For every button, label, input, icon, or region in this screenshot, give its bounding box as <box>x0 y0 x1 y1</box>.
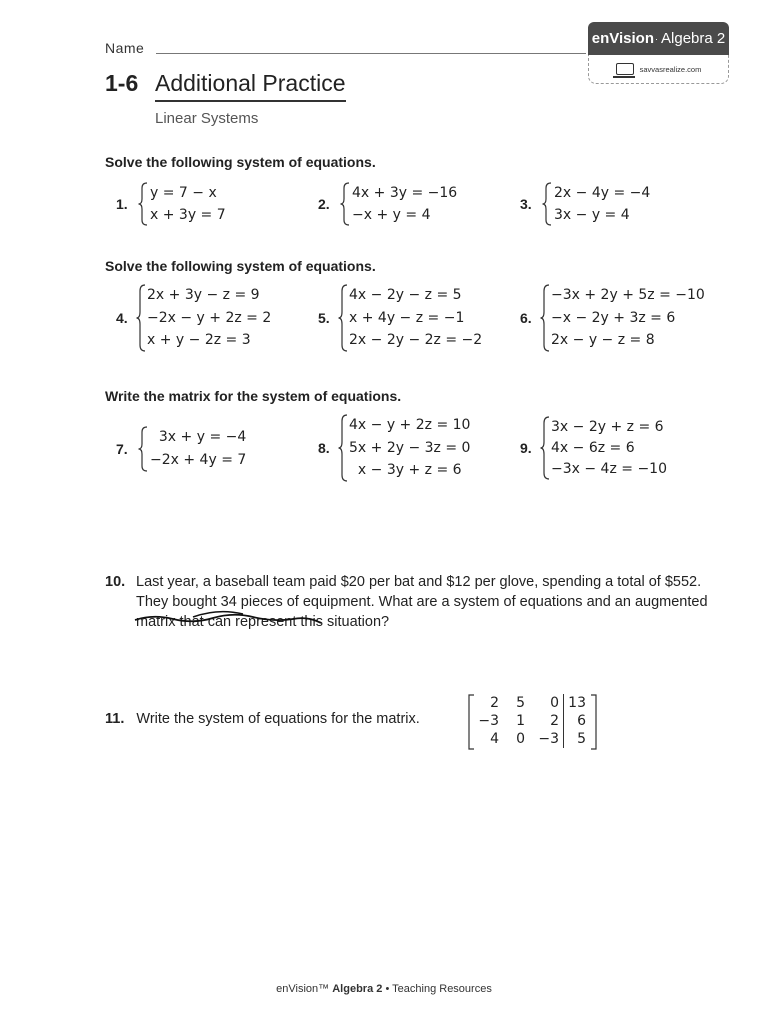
matrix-row <box>473 712 590 730</box>
section-2-instruction: Solve the following system of equations. <box>105 258 376 274</box>
name-label: Name <box>105 40 145 56</box>
problem-number: 7. <box>116 441 128 457</box>
brace-icon <box>340 182 350 226</box>
problem-10 <box>105 572 715 630</box>
equation: x + 3y = 7 <box>150 207 226 223</box>
problem-8 <box>318 414 470 482</box>
right-bracket <box>590 694 598 750</box>
page-footer <box>0 983 768 995</box>
problem-11 <box>105 711 420 727</box>
website-box <box>588 55 729 84</box>
problem-9 <box>520 416 667 480</box>
problem-7 <box>116 426 246 472</box>
equation: 2x − 4y = −4 <box>554 185 651 201</box>
problem-6 <box>520 284 705 352</box>
lesson-title: Additional Practice <box>155 70 346 102</box>
matrix-cell: −3 <box>478 713 499 729</box>
equation: 4x − 6z = 6 <box>551 439 635 456</box>
problem-11-text: Write the system of equations for the matrix. <box>136 711 420 727</box>
lesson-number: 1-6 <box>105 70 139 96</box>
brace-icon <box>338 414 348 482</box>
problem-number: 11. <box>105 711 125 727</box>
equation: 3x − y = 4 <box>554 207 630 223</box>
footer-product: Algebra 2 <box>332 983 383 995</box>
equation: −3x − 4z = −10 <box>551 460 667 477</box>
equation: 2x + 3y − z = 9 <box>147 287 260 304</box>
problem-number: 9. <box>520 440 532 456</box>
matrix-cell: 0 <box>529 694 564 712</box>
equation: x + y − 2z = 3 <box>147 332 251 349</box>
equation: −2x − y + 2z = 2 <box>147 309 272 326</box>
problem-5 <box>318 284 482 352</box>
matrix-cell: −3 <box>529 730 564 748</box>
handwritten-scribble <box>133 606 323 628</box>
equation: x − 3y + z = 6 <box>349 462 462 479</box>
section-3-instruction: Write the matrix for the system of equations. <box>105 388 402 404</box>
equation: y = 7 − x <box>150 185 217 201</box>
footer-rest: Teaching Resources <box>392 983 492 995</box>
matrix-row <box>473 694 590 712</box>
matrix-cell: 5 <box>516 695 525 711</box>
matrix-cell: 5 <box>577 731 586 747</box>
equation: 4x − y + 2z = 10 <box>349 417 471 434</box>
equation: 5x + 2y − 3z = 0 <box>349 439 471 456</box>
brand-vision: Vision <box>609 30 655 47</box>
problem-number: 1. <box>116 196 128 212</box>
equation: 2x − y − z = 8 <box>551 332 655 349</box>
section-1-instruction: Solve the following system of equations. <box>105 154 376 170</box>
problem-number: 8. <box>318 440 330 456</box>
brace-icon <box>338 284 348 352</box>
name-line <box>156 53 586 54</box>
equation: −x − 2y + 3z = 6 <box>551 309 676 326</box>
problem-4 <box>116 284 271 352</box>
equation: −x + y = 4 <box>352 207 431 223</box>
brand-prefix: en <box>591 30 610 47</box>
laptop-icon <box>616 63 634 75</box>
matrix-row <box>473 730 590 748</box>
matrix-cell: 6 <box>577 713 586 729</box>
equation: 3x − 2y + z = 6 <box>551 418 664 435</box>
problem-3 <box>520 182 650 226</box>
matrix-cell: 4 <box>490 731 499 747</box>
problem-number: 6. <box>520 310 532 326</box>
matrix-cell: 13 <box>568 695 586 711</box>
problem-2 <box>318 182 457 226</box>
left-bracket <box>467 694 475 750</box>
matrix-cell: 2 <box>529 712 564 730</box>
equation: 3x + y = −4 <box>150 429 247 445</box>
matrix-cell: 2 <box>490 695 499 711</box>
equation: x + 4y − z = −1 <box>349 309 465 326</box>
brace-icon <box>138 182 148 226</box>
augmented-matrix <box>467 694 590 748</box>
brace-icon <box>138 426 148 472</box>
problem-10-text: Last year, a baseball team paid $20 per bat and $12 per glove, spending a total of $552. They bought 34 pieces of equipment. What are a system of equations and an augmented matrix that can represent this situation? <box>136 574 708 630</box>
brace-icon <box>540 416 550 480</box>
equation: −3x + 2y + 5z = −10 <box>551 287 705 304</box>
brace-icon <box>136 284 146 352</box>
matrix-table <box>473 694 590 748</box>
website-link[interactable]: savvasrealize.com <box>639 64 702 74</box>
brace-icon <box>542 182 552 226</box>
problem-number: 4. <box>116 310 128 326</box>
brand-product: Algebra 2 <box>661 30 726 47</box>
brace-icon <box>540 284 550 352</box>
equation: 4x − 2y − z = 5 <box>349 287 462 304</box>
problem-1 <box>116 182 226 226</box>
equation: −2x + 4y = 7 <box>150 452 247 468</box>
problem-number: 2. <box>318 196 330 212</box>
equation: 2x − 2y − 2z = −2 <box>349 332 483 349</box>
problem-number: 3. <box>520 196 532 212</box>
lesson-subtitle: Linear Systems <box>155 110 259 127</box>
equation: 4x + 3y = −16 <box>352 185 458 201</box>
envision-logo <box>588 22 729 55</box>
problem-number: 5. <box>318 310 330 326</box>
matrix-cell: 1 <box>516 713 525 729</box>
problem-number: 10. <box>105 574 126 590</box>
matrix-cell: 0 <box>516 731 525 747</box>
brand-tm: · <box>655 33 659 44</box>
footer-brand: enVision™ <box>276 983 330 995</box>
footer-bullet: • <box>385 983 390 995</box>
